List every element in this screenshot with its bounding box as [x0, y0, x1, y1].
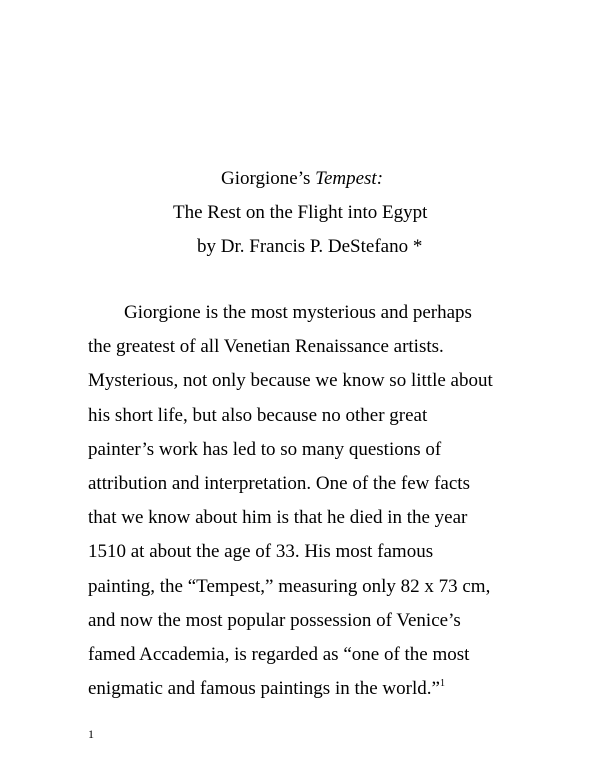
page-number: 1: [88, 727, 94, 741]
body-line: painter’s work has led to so many questions of: [88, 438, 442, 460]
footnote-reference[interactable]: 1: [439, 678, 445, 690]
body-line: and now the most popular possession of Venice’s: [88, 609, 461, 631]
body-line: Mysterious, not only because we know so little about: [88, 370, 493, 392]
body-line: attribution and interpretation. One of the few facts: [88, 473, 470, 495]
subtitle-line: The Rest on the Flight into Egypt: [173, 202, 428, 223]
body-line: famed Accademia, is regarded as “one of the most: [88, 644, 470, 666]
title-line-1: [0, 162, 600, 196]
body-line: that we know about him is that he died in the year: [88, 507, 468, 529]
body-line: the greatest of all Venetian Renaissance artists.: [88, 336, 444, 358]
body-line: 1510 at about the age of 33. His most famous: [88, 541, 434, 563]
body-line-last: [88, 672, 518, 706]
body-paragraph: [88, 296, 518, 706]
title-prefix: Giorgione’s: [221, 168, 316, 189]
body-line: painting, the “Tempest,” measuring only 82 x 73 cm,: [88, 575, 491, 597]
body-line-text: enigmatic and famous paintings in the world.”: [88, 678, 440, 700]
body-line: Giorgione is the most mysterious and perhaps: [124, 302, 472, 323]
body-line: his short life, but also because no other great: [88, 404, 428, 426]
title-italic: Tempest:: [315, 168, 384, 189]
title-block: [0, 162, 600, 264]
author-line: by Dr. Francis P. DeStefano *: [197, 236, 423, 257]
